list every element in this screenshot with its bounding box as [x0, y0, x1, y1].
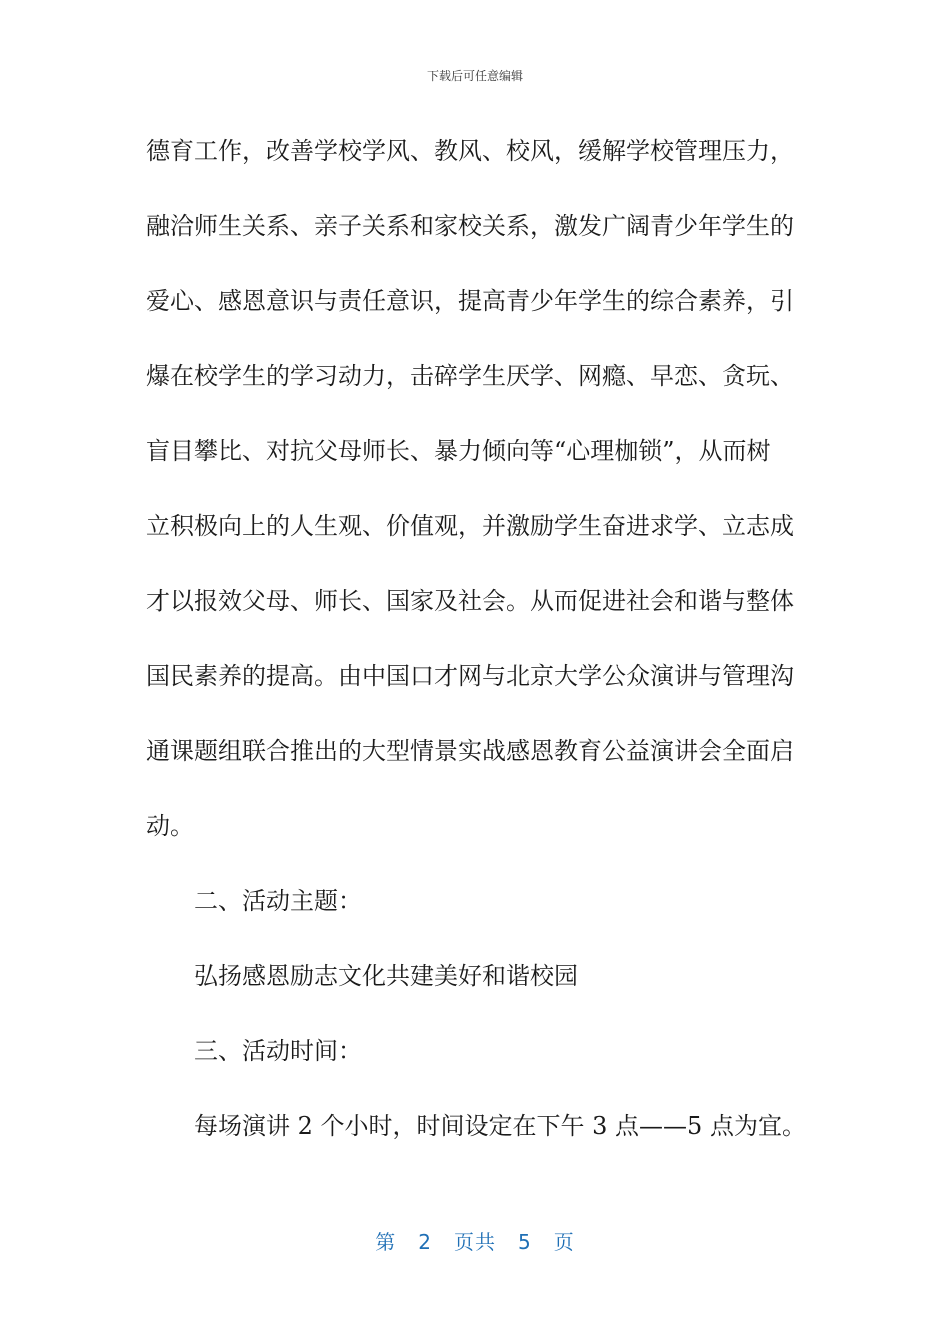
page-footer: [0, 1226, 950, 1255]
paragraph-line: 国民素养的提高。由中国口才网与北京大学公众演讲与管理沟: [146, 662, 794, 690]
paragraph-line: 爆在校学生的学习动力，击碎学生厌学、网瘾、早恋、贪玩、: [146, 362, 794, 390]
paragraph-line: 德育工作，改善学校学风、教风、校风，缓解学校管理压力，: [146, 137, 794, 165]
section-heading: 三、活动时间：: [194, 1037, 362, 1065]
footer-middle: 页共: [454, 1230, 496, 1254]
current-page-number: 2: [418, 1230, 432, 1254]
paragraph-line: 盲目攀比、对抗父母师长、暴力倾向等“心理枷锁”，从而树: [146, 437, 771, 465]
total-page-number: 5: [518, 1230, 532, 1254]
header-note: 下载后可任意编辑: [426, 69, 523, 83]
paragraph-line: 动。: [146, 812, 194, 840]
footer-suffix: 页: [553, 1230, 575, 1254]
paragraph-line: 立积极向上的人生观、价值观，并激励学生奋进求学、立志成: [146, 512, 794, 540]
paragraph-line: 才以报效父母、师长、国家及社会。从而促进社会和谐与整体: [146, 587, 794, 615]
paragraph-line: 融洽师生关系、亲子关系和家校关系，激发广阔青少年学生的: [146, 212, 794, 240]
paragraph-line: 爱心、感恩意识与责任意识，提高青少年学生的综合素养，引: [146, 287, 794, 315]
section-text: 每场演讲 2 个小时，时间设定在下午 3 点——5 点为宜。: [194, 1112, 806, 1140]
footer-prefix: 第: [375, 1230, 397, 1254]
section-heading: 二、活动主题：: [194, 887, 362, 915]
section-text: 弘扬感恩励志文化共建美好和谐校园: [194, 962, 578, 990]
paragraph-line: 通课题组联合推出的大型情景实战感恩教育公益演讲会全面启: [146, 737, 794, 765]
